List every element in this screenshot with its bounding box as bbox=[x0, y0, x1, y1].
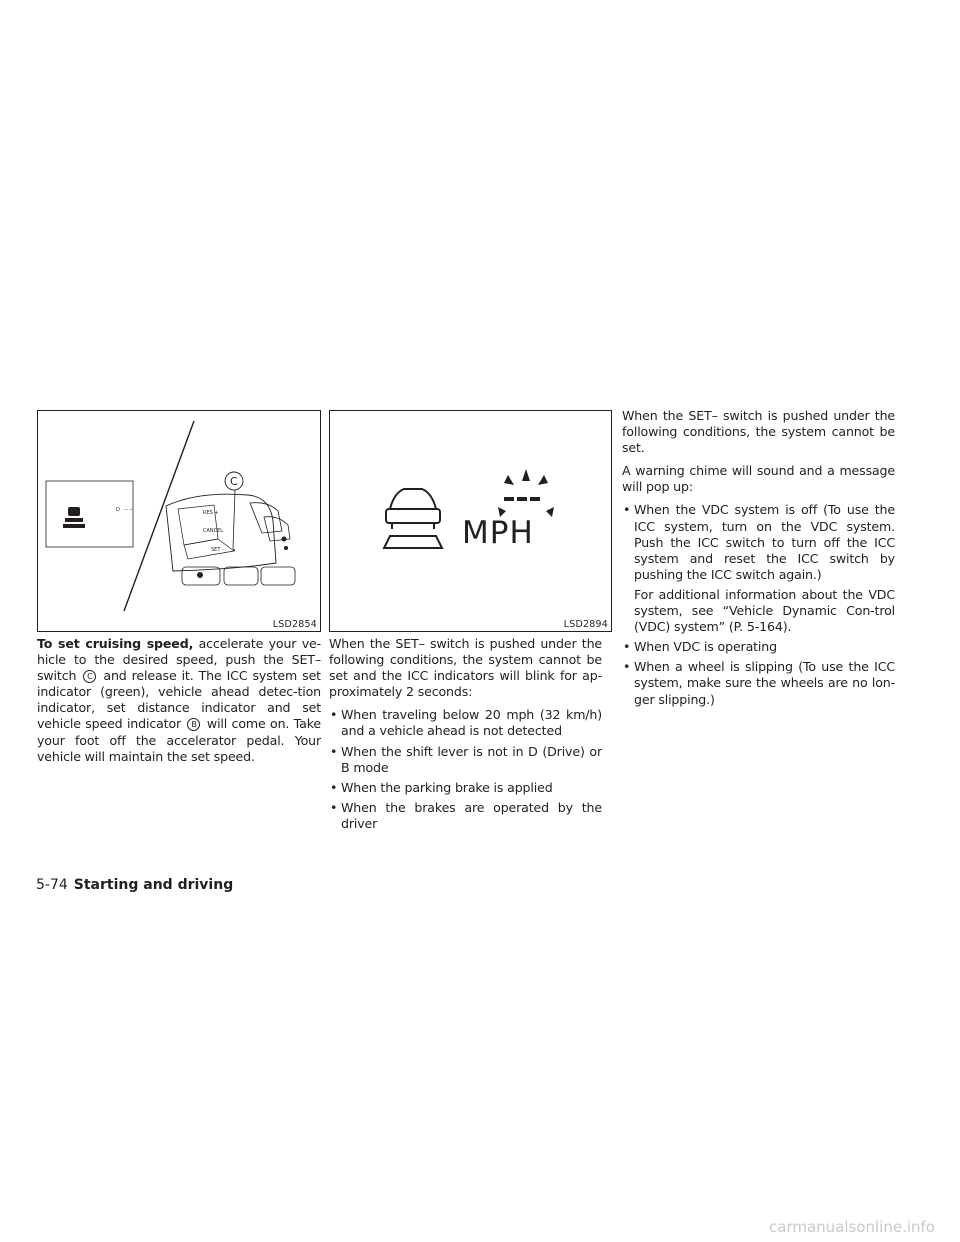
figure-code: LSD2854 bbox=[272, 619, 317, 630]
icc-indicator-illustration bbox=[330, 411, 613, 633]
vehicle-ahead-icon bbox=[384, 489, 442, 548]
figure-icc-indicator bbox=[329, 410, 612, 632]
list-item: • When the brakes are operated by the driver bbox=[329, 800, 602, 832]
callout-c: C bbox=[230, 475, 238, 488]
section-title: Starting and driving bbox=[73, 877, 234, 893]
icc-car-icon bbox=[63, 507, 85, 528]
cancel-button-label: CANCEL bbox=[203, 528, 224, 534]
col3-list-continued bbox=[622, 639, 895, 707]
list-item: • When traveling below 20 mph (32 km/h) and a vehicle ahead is not detected bbox=[329, 707, 602, 739]
display-text: D bbox=[116, 507, 120, 513]
col2-intro: When the SET– switch is pushed under the following conditions, the system cannot be set and the ICC indicators will blink for ap-proximately 2 seconds: bbox=[329, 636, 602, 700]
col3-chime: A warning chime will sound and a message will pop up: bbox=[622, 463, 895, 495]
list-item: • When the VDC system is off (To use the ICC system, turn on the VDC system. Push the ICC switch to turn off the ICC system and reset the ICC switch by pushing the ICC switch again.) bbox=[622, 502, 895, 582]
list-item: • When the parking brake is applied bbox=[329, 780, 602, 796]
column-1 bbox=[37, 636, 321, 772]
set-speed-paragraph: To set cruising speed, accelerate your ve-hicle to the desired speed, push the SET– switch C and release it. The ICC system set indicator (green), vehicle ahead detec-tion indicator, set distance indicator and set vehicle speed indicator B will come on. Take your foot off the accelerator pedal. Your vehicle will maintain the set speed. bbox=[37, 636, 321, 764]
set-speed-heading: To set cruising speed, bbox=[37, 636, 194, 651]
display-sub: — — bbox=[124, 507, 134, 512]
set-button-label: SET - bbox=[211, 547, 224, 553]
watermark: carmanualsonline.info bbox=[769, 1218, 935, 1236]
list-item: • When the shift lever is not in D (Drive) or B mode bbox=[329, 744, 602, 776]
marker-b: B bbox=[187, 718, 200, 731]
col3-intro: When the SET– switch is pushed under the following conditions, the system cannot be set. bbox=[622, 408, 895, 456]
page-number: 5-74 bbox=[36, 877, 68, 893]
figure-code: LSD2894 bbox=[563, 619, 608, 630]
page-footer bbox=[36, 877, 233, 893]
blinking-indicator-icon bbox=[498, 469, 554, 517]
list-item: • When a wheel is slipping (To use the ICC system, make sure the wheels are no lon-ger slipping.) bbox=[622, 659, 895, 707]
col2-list bbox=[329, 707, 602, 832]
column-2 bbox=[329, 636, 602, 836]
column-3 bbox=[622, 408, 895, 712]
mph-label: MPH bbox=[462, 515, 534, 551]
vdc-reference-note: For additional information about the VDC system, see “Vehicle Dynamic Con-trol (VDC) system” (P. 5-164). bbox=[634, 586, 895, 635]
marker-c: C bbox=[83, 670, 96, 683]
list-item: • When VDC is operating bbox=[622, 639, 895, 655]
steering-switch-illustration bbox=[38, 411, 322, 633]
figure-steering-switches bbox=[37, 410, 321, 632]
res-button-label: RES + bbox=[203, 510, 219, 516]
col3-list bbox=[622, 502, 895, 582]
